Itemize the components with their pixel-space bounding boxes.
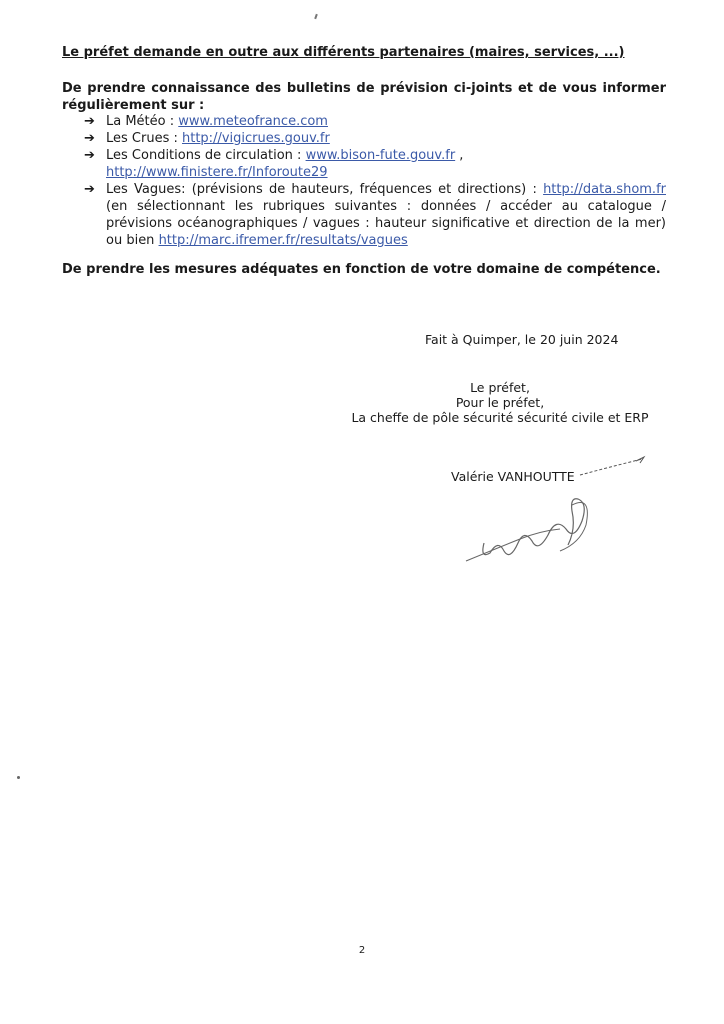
signatory-name: Valérie VANHOUTTE	[451, 469, 575, 484]
bullet-label: Les Vagues: (prévisions de hauteurs, fréquences et directions) :	[106, 182, 544, 197]
shom-link[interactable]: http://data.shom.fr	[543, 182, 666, 197]
section-heading: Le préfet demande en outre aux différents partenaires (maires, services, ...)	[62, 45, 625, 60]
finistere-link[interactable]: http://www.finistere.fr/Inforoute29	[106, 165, 328, 180]
list-item-vagues	[84, 181, 666, 249]
arrow-right-icon: ➔	[84, 148, 95, 163]
bison-fute-link[interactable]: www.bison-fute.gouv.fr	[305, 148, 456, 163]
signature-date: Fait à Quimper, le 20 juin 2024	[425, 332, 619, 347]
bullet-label: Les Crues :	[106, 131, 182, 146]
signature-line-2: Pour le préfet,	[455, 395, 545, 410]
bullet-text: (en sélectionnant les rubriques suivantes : données / accéder au catalogue / prévisions océanographiques / vagues : hauteur significative et direction de la mer) ou bien	[106, 199, 666, 248]
intro-paragraph: De prendre connaissance des bulletins de prévision ci-joints et de vous informer régulièrement sur :	[62, 81, 666, 113]
arrow-right-icon: ➔	[84, 114, 95, 129]
list-item-circulation	[84, 147, 666, 181]
scan-speck	[17, 776, 20, 779]
signature-title-block	[350, 380, 650, 425]
handwritten-signature	[460, 455, 660, 575]
ifremer-link[interactable]: http://marc.ifremer.fr/resultats/vagues	[158, 233, 408, 248]
partner-info-list	[84, 113, 666, 249]
list-item-meteo	[84, 113, 666, 130]
bullet-label: La Météo :	[106, 114, 179, 129]
separator: ,	[455, 148, 464, 163]
vigicrues-link[interactable]: http://vigicrues.gouv.fr	[182, 131, 330, 146]
scan-speck	[314, 14, 318, 19]
meteo-link[interactable]: www.meteofrance.com	[178, 114, 328, 129]
arrow-right-icon: ➔	[84, 131, 95, 146]
signature-line-1: Le préfet,	[470, 380, 530, 395]
arrow-right-icon: ➔	[84, 182, 95, 197]
closing-paragraph: De prendre les mesures adéquates en fonction de votre domaine de compétence.	[62, 262, 661, 277]
signature-line-3: La cheffe de pôle sécurité sécurité civile et ERP	[351, 410, 649, 425]
bullet-label: Les Conditions de circulation :	[106, 148, 306, 163]
list-item-crues	[84, 130, 666, 147]
page-number: 2	[358, 945, 366, 956]
